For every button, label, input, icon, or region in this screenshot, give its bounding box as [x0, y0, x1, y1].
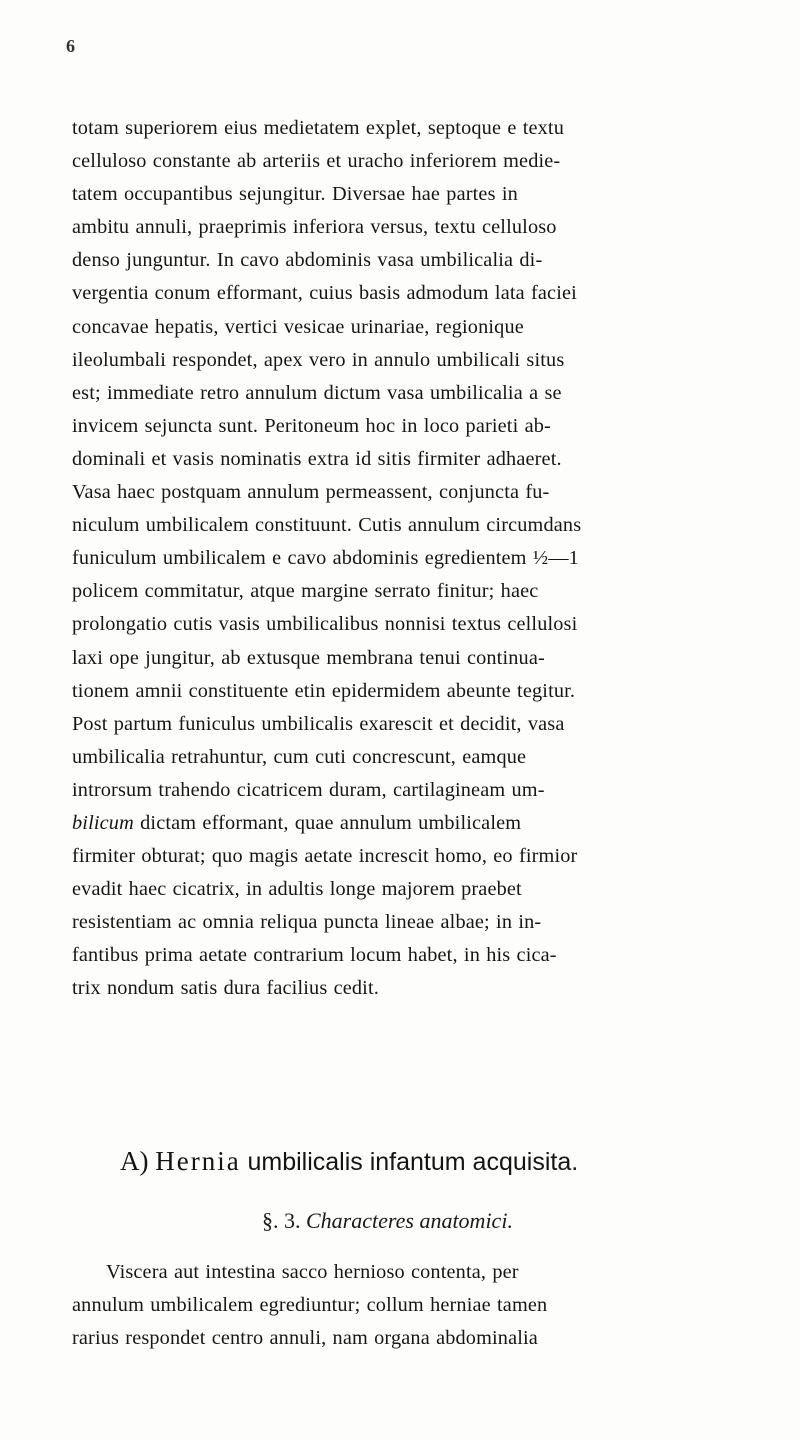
text-line: policem commitatur, atque margine serrato finitur; haec — [72, 580, 539, 603]
subsection-heading — [262, 1208, 513, 1234]
text-line: niculum umbilicalem constituunt. Cutis annulum circumdans — [72, 514, 582, 537]
text-line: totam superiorem eius medietatem explet, septoque e textu — [72, 117, 565, 139]
section-heading — [120, 1146, 578, 1177]
text-line: laxi ope jungitur, ab extusque membrana tenui continua- — [72, 646, 545, 669]
text-line-rest: dictam efformant, quae annulum umbilicalem — [140, 811, 522, 834]
page-number: 6 — [66, 36, 75, 56]
text-line: annulum umbilicalem egrediuntur; collum herniae tamen — [72, 1294, 548, 1317]
text-line: resistentiam ac omnia reliqua puncta lineae albae; in in- — [72, 911, 542, 934]
heading-prefix: A) — [120, 1146, 149, 1176]
paragraph-1 — [72, 112, 742, 1006]
text-line: fantibus prima aetate contrarium locum habet, in his cica- — [72, 944, 557, 967]
section-title: Characteres anatomici. — [306, 1208, 513, 1233]
text-line: Post partum funiculus umbilicalis exarescit et decidit, vasa — [72, 712, 565, 735]
section-number: §. 3. — [262, 1208, 301, 1233]
italic-term: bilicum — [72, 811, 134, 834]
text-line: celluloso constante ab arteriis et uracho inferiorem medie- — [72, 150, 561, 173]
text-line: Viscera aut intestina sacco hernioso contenta, per — [106, 1261, 519, 1283]
text-line: concavae hepatis, vertici vesicae urinariae, regionique — [72, 315, 524, 338]
text-line: firmiter obturat; quo magis aetate increscit homo, eo firmior — [72, 845, 578, 868]
heading-rest: umbilicalis infantum acquisita. — [247, 1148, 579, 1176]
text-line: rarius respondet centro annuli, nam organa abdominalia — [72, 1327, 538, 1350]
text-line: funiculum umbilicalem e cavo abdominis egredientem ½—1 — [72, 547, 579, 570]
text-line: vergentia conum efformant, cuius basis admodum lata faciei — [72, 282, 577, 305]
text-line: evadit haec cicatrix, in adultis longe majorem praebet — [72, 878, 522, 901]
text-line-with-italic — [72, 807, 742, 840]
text-line: denso junguntur. In cavo abdominis vasa umbilicalia di- — [72, 249, 543, 272]
paragraph-2 — [72, 1256, 742, 1355]
text-line: prolongatio cutis vasis umbilicalibus nonnisi textus cellulosi — [72, 613, 578, 636]
heading-spaced-word: Hernia — [155, 1146, 241, 1176]
text-line: invicem sejuncta sunt. Peritoneum hoc in loco parieti ab- — [72, 414, 551, 437]
text-line: ambitu annuli, praeprimis inferiora versus, textu celluloso — [72, 216, 557, 239]
text-line: trix nondum satis dura facilius cedit. — [72, 977, 379, 1000]
text-line: Vasa haec postquam annulum permeassent, conjuncta fu- — [72, 481, 550, 504]
text-line: est; immediate retro annulum dictum vasa umbilicalia a se — [72, 381, 562, 404]
text-line: ileolumbali respondet, apex vero in annulo umbilicali situs — [72, 348, 565, 371]
text-line: dominali et vasis nominatis extra id sitis firmiter adhaeret. — [72, 447, 562, 470]
text-line: tionem amnii constituente etin epidermidem abeunte tegitur. — [72, 679, 576, 702]
text-line: introrsum trahendo cicatricem duram, cartilagineam um- — [72, 778, 545, 801]
text-line: umbilicalia retrahuntur, cum cuti concrescunt, eamque — [72, 745, 527, 768]
text-line: tatem occupantibus sejungitur. Diversae hae partes in — [72, 183, 518, 206]
